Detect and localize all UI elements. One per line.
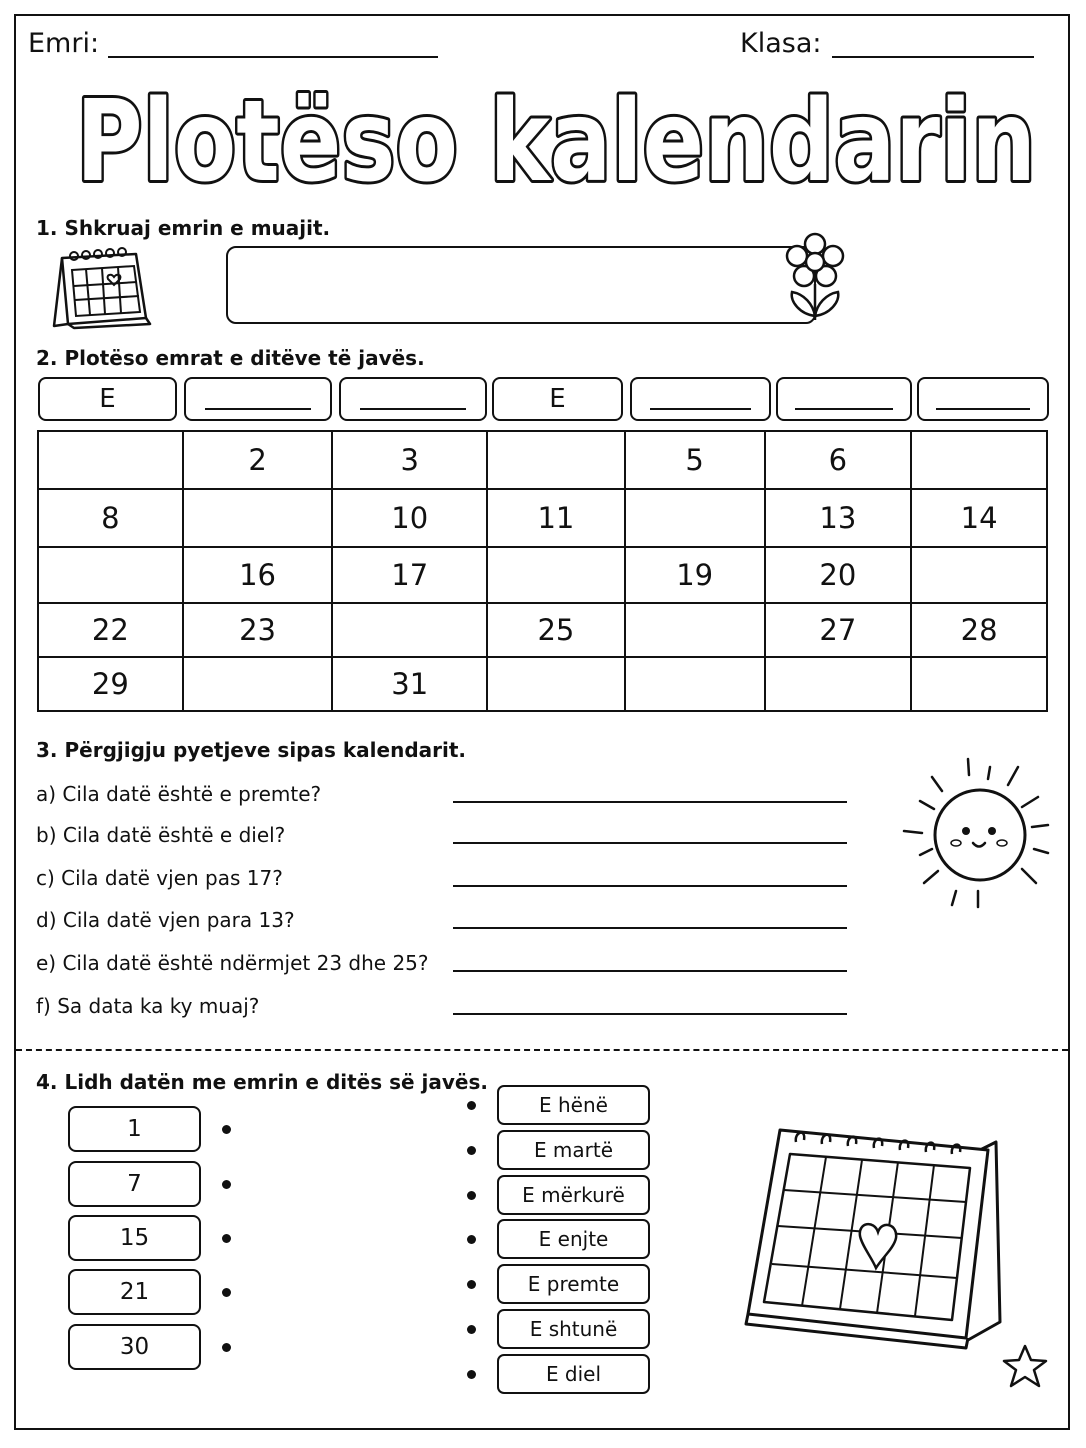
section4-heading: 4. Lidh datën me emrin e ditës së javës. bbox=[36, 1070, 489, 1094]
calendar-row bbox=[38, 657, 1047, 711]
calendar-cell[interactable] bbox=[911, 431, 1047, 489]
calendar-cell[interactable]: 14 bbox=[911, 489, 1047, 547]
date-box-30[interactable]: 30 bbox=[68, 1324, 201, 1370]
flower-icon bbox=[780, 232, 850, 324]
day-header-2-blank[interactable] bbox=[184, 377, 332, 421]
calendar-cell[interactable] bbox=[183, 489, 333, 547]
calendar-cell[interactable]: 10 bbox=[332, 489, 487, 547]
calendar-cell[interactable] bbox=[765, 657, 912, 711]
star-icon bbox=[998, 1342, 1052, 1392]
day-connector-dot[interactable] bbox=[467, 1146, 476, 1155]
calendar-cell[interactable]: 22 bbox=[38, 603, 183, 657]
answer-line-d[interactable] bbox=[453, 927, 847, 929]
calendar-cell[interactable] bbox=[487, 657, 625, 711]
calendar-cell[interactable] bbox=[625, 603, 765, 657]
day-connector-dot[interactable] bbox=[467, 1191, 476, 1200]
section3-heading: 3. Përgjigju pyetjeve sipas kalendarit. bbox=[36, 738, 467, 762]
name-label: Emri: bbox=[28, 28, 100, 59]
date-connector-dot[interactable] bbox=[222, 1288, 231, 1297]
calendar-cell[interactable]: 28 bbox=[911, 603, 1047, 657]
calendar-cell[interactable] bbox=[625, 489, 765, 547]
day-header-5-blank[interactable] bbox=[630, 377, 771, 421]
page-title bbox=[0, 80, 1086, 200]
sun-icon bbox=[898, 755, 1058, 915]
date-box-15[interactable]: 15 bbox=[68, 1215, 201, 1261]
month-name-input[interactable] bbox=[226, 246, 816, 324]
calendar-cell[interactable]: 17 bbox=[332, 547, 487, 603]
section-divider bbox=[16, 1049, 1068, 1051]
calendar-large-icon bbox=[738, 1112, 1010, 1362]
calendar-cell[interactable]: 20 bbox=[765, 547, 912, 603]
day-header-1[interactable]: E bbox=[38, 377, 177, 421]
day-box-friday[interactable]: E premte bbox=[497, 1264, 650, 1304]
day-header-3-blank[interactable] bbox=[339, 377, 487, 421]
day-header-7-blank[interactable] bbox=[917, 377, 1049, 421]
calendar-cell[interactable] bbox=[332, 603, 487, 657]
section2-heading: 2. Plotëso emrat e ditëve të javës. bbox=[36, 346, 425, 370]
day-box-thursday[interactable]: E enjte bbox=[497, 1219, 650, 1259]
calendar-cell[interactable] bbox=[911, 657, 1047, 711]
calendar-cell[interactable]: 29 bbox=[38, 657, 183, 711]
calendar-cell[interactable]: 6 bbox=[765, 431, 912, 489]
answer-line-b[interactable] bbox=[453, 842, 847, 844]
name-field[interactable] bbox=[108, 56, 438, 58]
class-field[interactable] bbox=[832, 56, 1034, 58]
day-box-monday[interactable]: E hënë bbox=[497, 1085, 650, 1125]
day-connector-dot[interactable] bbox=[467, 1325, 476, 1334]
calendar-cell[interactable]: 27 bbox=[765, 603, 912, 657]
calendar-cell[interactable] bbox=[487, 547, 625, 603]
calendar-cell[interactable]: 3 bbox=[332, 431, 487, 489]
section1-heading: 1. Shkruaj emrin e muajit. bbox=[36, 216, 331, 240]
question-c: c) Cila datë vjen pas 17? bbox=[36, 866, 283, 890]
date-box-7[interactable]: 7 bbox=[68, 1161, 201, 1207]
date-connector-dot[interactable] bbox=[222, 1343, 231, 1352]
date-connector-dot[interactable] bbox=[222, 1180, 231, 1189]
day-connector-dot[interactable] bbox=[467, 1370, 476, 1379]
day-connector-dot[interactable] bbox=[467, 1280, 476, 1289]
day-box-saturday[interactable]: E shtunë bbox=[497, 1309, 650, 1349]
calendar-row bbox=[38, 431, 1047, 489]
page-title-text: Plotëso kalendarin bbox=[76, 80, 1036, 200]
answer-line-c[interactable] bbox=[453, 885, 847, 887]
day-box-tuesday[interactable]: E martë bbox=[497, 1130, 650, 1170]
day-connector-dot[interactable] bbox=[467, 1235, 476, 1244]
question-e: e) Cila datë është ndërmjet 23 dhe 25? bbox=[36, 951, 429, 975]
date-connector-dot[interactable] bbox=[222, 1125, 231, 1134]
calendar-row bbox=[38, 489, 1047, 547]
class-label: Klasa: bbox=[740, 28, 822, 59]
calendar-grid bbox=[37, 430, 1048, 712]
day-box-sunday[interactable]: E diel bbox=[497, 1354, 650, 1394]
calendar-row bbox=[38, 603, 1047, 657]
calendar-cell[interactable]: 2 bbox=[183, 431, 333, 489]
calendar-cell[interactable]: 8 bbox=[38, 489, 183, 547]
calendar-cell[interactable]: 31 bbox=[332, 657, 487, 711]
calendar-cell[interactable] bbox=[38, 547, 183, 603]
date-connector-dot[interactable] bbox=[222, 1234, 231, 1243]
question-f: f) Sa data ka ky muaj? bbox=[36, 994, 260, 1018]
calendar-cell[interactable]: 5 bbox=[625, 431, 765, 489]
calendar-cell[interactable] bbox=[911, 547, 1047, 603]
calendar-cell[interactable] bbox=[183, 657, 333, 711]
calendar-cell[interactable] bbox=[38, 431, 183, 489]
calendar-cell[interactable] bbox=[625, 657, 765, 711]
day-header-6-blank[interactable] bbox=[776, 377, 912, 421]
calendar-row bbox=[38, 547, 1047, 603]
calendar-cell[interactable]: 19 bbox=[625, 547, 765, 603]
calendar-cell[interactable]: 13 bbox=[765, 489, 912, 547]
question-a: a) Cila datë është e premte? bbox=[36, 782, 322, 806]
calendar-cell[interactable]: 23 bbox=[183, 603, 333, 657]
question-b: b) Cila datë është e diel? bbox=[36, 823, 286, 847]
answer-line-e[interactable] bbox=[453, 970, 847, 972]
calendar-cell[interactable]: 16 bbox=[183, 547, 333, 603]
date-box-1[interactable]: 1 bbox=[68, 1106, 201, 1152]
day-box-wednesday[interactable]: E mërkurë bbox=[497, 1175, 650, 1215]
question-d: d) Cila datë vjen para 13? bbox=[36, 908, 295, 932]
calendar-cell[interactable] bbox=[487, 431, 625, 489]
calendar-small-icon bbox=[48, 246, 152, 332]
answer-line-a[interactable] bbox=[453, 801, 847, 803]
day-header-4[interactable]: E bbox=[492, 377, 623, 421]
calendar-cell[interactable]: 25 bbox=[487, 603, 625, 657]
date-box-21[interactable]: 21 bbox=[68, 1269, 201, 1315]
day-connector-dot[interactable] bbox=[467, 1101, 476, 1110]
calendar-cell[interactable]: 11 bbox=[487, 489, 625, 547]
answer-line-f[interactable] bbox=[453, 1013, 847, 1015]
